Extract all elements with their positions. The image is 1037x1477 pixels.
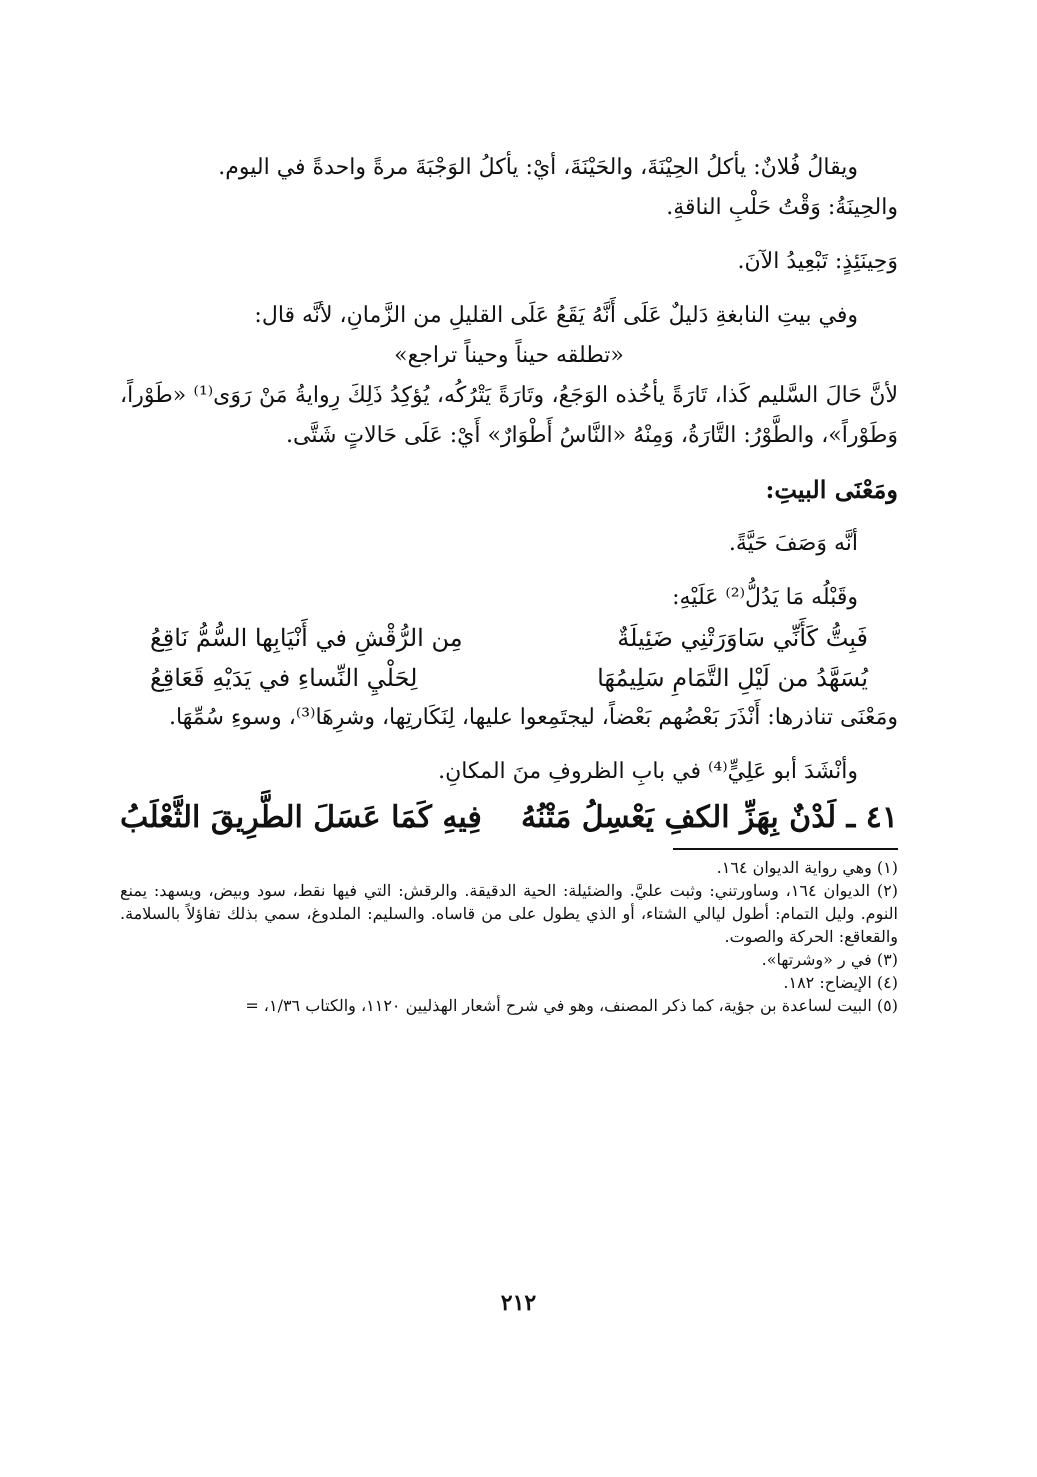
footnotes (120, 856, 898, 1017)
verse-hemistich: فَبِتُّ كَأَنِّي سَاوَرَتْنِي ضَئِيلَةٌ (617, 624, 868, 652)
verse-hemistich: فِيهِ كَمَا عَسَلَ الطَّرِيقَ الثَّعْلَبُ (120, 800, 482, 835)
verse-hemistich: لِحَلْيِ النِّساءِ في يَدَيْهِ قَعَاقِعُ (150, 664, 418, 692)
paragraph: وقَبْلُه مَا يَدُلُّ⁽²⁾ عَلَيْهِ: (672, 585, 858, 610)
footnote: (٢) الديوان ١٦٤، وساورتني: وثبت عليَّ. والضئيلة: الحية الدقيقة. والرقش: التي فيها نقط، سود وبيض، ويسهد: يمنع النوم. وليل التمام: أطول ليالي الشتاء، أو الذي يطول على من قاساه. والسليم: الملدوغ، سمي بذلك تفاؤلاً بالسلامة. والقعاقع: الحركة والصوت. (120, 881, 898, 946)
footnote: (٣) في ر «وشرتها». (761, 950, 898, 969)
poem-verse (120, 658, 898, 698)
paragraph: وَحِينَئِذٍ: تَبْعِيدُ الآنَ. (737, 249, 898, 274)
footnote: (٥) البيت لساعدة بن جؤية، كما ذكر المصنف، وهو في شرح أشعار الهذليين ١١٢٠، والكتاب ١/٣٦، = (245, 996, 898, 1015)
page-text (120, 148, 898, 1017)
footnote: (٤) الإيضاح: ١٨٢. (783, 973, 898, 992)
verse-hemistich: ٤١ ـ لَدْنٌ بِهَزِّ الكفِ يَعْسِلُ مَتْنُهُ (521, 800, 898, 835)
paragraph: لأنَّ حَالَ السَّليم كَذا، تَارَةً يأخُذه الوَجَعُ، وتَارَةً يَتْرُكُه، يُؤكِدُ ذَلِكَ رِوايةُ مَنْ رَوَى⁽¹⁾ «طَوْراً، وَطَوْراً»، والطَّوْرُ: التَّارَةُ، وَمِنْهُ «النَّاسُ أَطْوَارٌ» أَيْ: عَلَى حَالاتٍ شَتَّى. (120, 383, 898, 448)
paragraph: وأنْشَدَ أبو عَلِيٍّ⁽⁴⁾ في بابِ الظروفِ منَ المكانِ. (438, 759, 858, 784)
verse-hemistich: يُسَهَّدُ من لَيْلِ التَّمَامِ سَلِيمُهَا (597, 664, 868, 692)
paragraph: والحِينَةُ: وَقْتُ حَلْبِ الناقةِ. (666, 195, 898, 220)
paragraph: ويقالُ فُلانٌ: يأكلُ الحِيْنَةَ، والحَيْنَةَ، أيْ: يأكلُ الوَجْبَةَ مرةً واحدةً في اليوم. (218, 155, 858, 180)
paragraph: وفي بيتِ النابغةِ دَليلٌ عَلَى أَنَّهُ يَقَعُ عَلَى القليلِ من الزَّمانِ، لأنَّه قال: (254, 303, 858, 328)
verse-hemistich: مِن الرُّقْشِ في أَنْيَابِها السُّمُّ نَاقِعُ (150, 624, 463, 652)
footnote-separator (673, 848, 898, 850)
page-number: ٢١٢ (500, 1290, 537, 1316)
paragraph: ومَعْنَى تناذرها: أَنْذَرَ بَعْضُهم بَعْضاً، ليجتَمِعوا عليها، لِنَكَارتِها، وشرِهَا⁽³⁾، وسوءِ سُمِّهَا. (168, 705, 898, 730)
footnote: (١) وهي رواية الديوان ١٦٤. (716, 858, 898, 877)
numbered-verse (120, 796, 898, 840)
paragraph: أنَّه وَصَفَ حَيَّةً. (728, 531, 858, 556)
quoted-hemistich: «تطلقه حيناً وحيناً تراجع» (394, 343, 624, 368)
section-heading: ومَعْنَى البيتِ: (765, 475, 898, 504)
poem-verse (120, 618, 898, 658)
